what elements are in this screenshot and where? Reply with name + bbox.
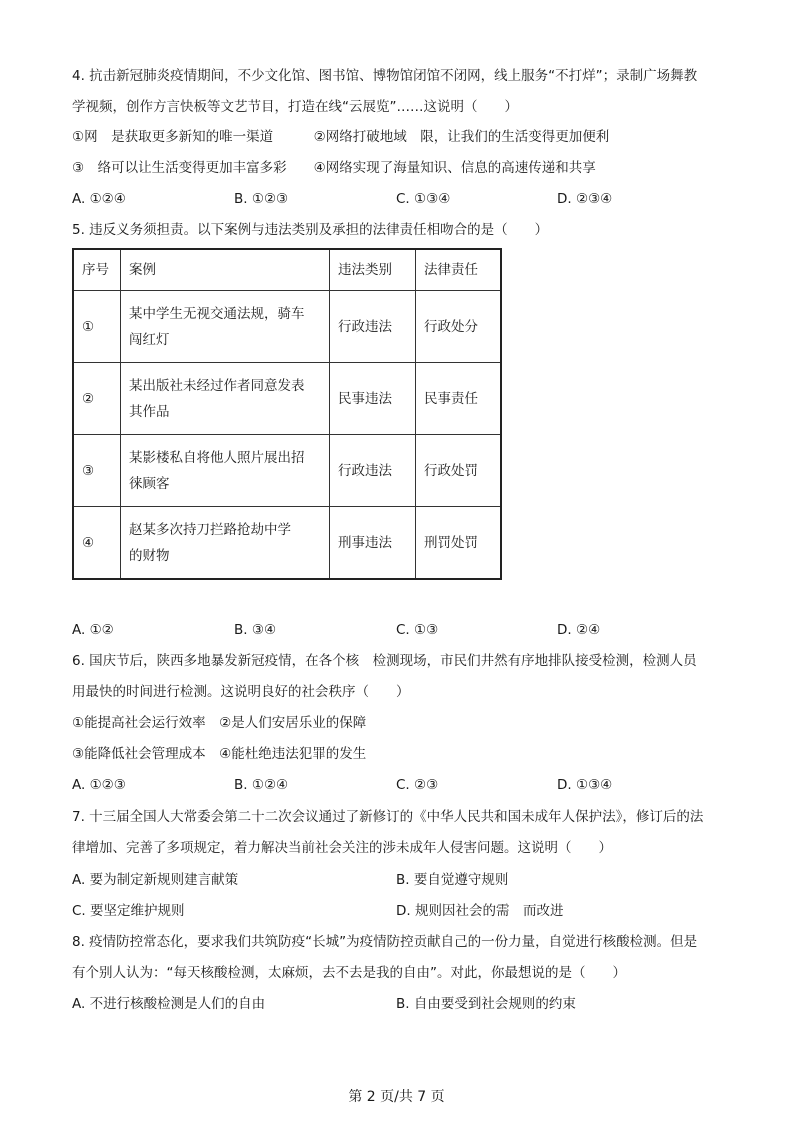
q7-stem-line2: 律增加、完善了多项规定，着力解决当前社会关注的涉未成年人侵害问题。这说明（ ） (72, 840, 612, 856)
header-case: 案例 (121, 249, 330, 291)
row-violation-type: 刑事违法 (330, 507, 416, 580)
header-violation-type: 违法类别 (330, 249, 416, 291)
table-header-row (73, 249, 501, 291)
row-legal-responsibility: 民事责任 (416, 363, 502, 435)
row-number: ② (73, 363, 121, 435)
case-text-line2: 徕顾客 (129, 475, 170, 492)
q7-option-a: A. 要为制定新规则建言献策 (72, 872, 239, 888)
q4-statement-1-2: ①网 是获取更多新知的唯一渠道 ②网络打破地域 限，让我们的生活变得更加便利 (72, 129, 610, 145)
q6-stem-line2: 用最快的时间进行检测。这说明良好的社会秩序（ ） (72, 684, 410, 700)
q5-stem: 5. 违反义务须担责。以下案例与违法类别及承担的法律责任相吻合的是（ ） (72, 222, 549, 238)
q6-statement-1-2: ①能提高社会运行效率 ②是人们安居乐业的保障 (72, 715, 367, 731)
q6-option-a: A. ①②③ (72, 777, 126, 793)
q6-statement-3-4: ③能降低社会管理成本 ④能杜绝违法犯罪的发生 (72, 746, 367, 762)
q5-option-a: A. ①② (72, 622, 114, 638)
q8-stem-line2: 有个别人认为：“每天核酸检测，太麻烦，去不去是我的自由”。对此，你最想说的是（ ） (72, 965, 626, 981)
row-violation-type: 行政违法 (330, 435, 416, 507)
case-text-line1: 某影楼私自将他人照片展出招 (129, 449, 305, 466)
row-case (121, 291, 330, 363)
case-table (72, 248, 502, 580)
q7-option-c: C. 要坚定维护规则 (72, 903, 185, 919)
row-number: ④ (73, 507, 121, 580)
q4-option-b: B. ①②③ (234, 191, 289, 207)
table-row (73, 507, 501, 580)
row-legal-responsibility: 刑罚处罚 (416, 507, 502, 580)
table-row (73, 435, 501, 507)
table-row (73, 291, 501, 363)
case-text-line2: 其作品 (129, 403, 170, 420)
row-legal-responsibility: 行政处分 (416, 291, 502, 363)
q5-option-b: B. ③④ (234, 622, 277, 638)
q8-option-b: B. 自由要受到社会规则的约束 (396, 996, 576, 1012)
header-no: 序号 (73, 249, 121, 291)
q7-option-b: B. 要自觉遵守规则 (396, 872, 509, 888)
row-violation-type: 行政违法 (330, 291, 416, 363)
row-case (121, 435, 330, 507)
header-legal-responsibility: 法律责任 (416, 249, 502, 291)
case-text-line2: 闯红灯 (129, 331, 170, 348)
case-text-line1: 赵某多次持刀拦路抢劫中学 (129, 521, 291, 538)
q6-option-c: C. ②③ (396, 777, 439, 793)
row-number: ③ (73, 435, 121, 507)
q5-option-d: D. ②④ (557, 622, 601, 638)
q6-option-b: B. ①②④ (234, 777, 289, 793)
case-text-line2: 的财物 (129, 547, 170, 564)
q4-option-d: D. ②③④ (557, 191, 613, 207)
row-violation-type: 民事违法 (330, 363, 416, 435)
row-number: ① (73, 291, 121, 363)
page-number: 第 2 页/共 7 页 (348, 1089, 445, 1105)
q8-option-a: A. 不进行核酸检测是人们的自由 (72, 996, 266, 1012)
q7-stem-line1: 7. 十三届全国人大常委会第二十二次会议通过了新修订的《中华人民共和国未成年人保护法》，修订后的法 (72, 809, 704, 825)
case-text-line1: 某出版社未经过作者同意发表 (129, 377, 305, 394)
q7-option-d: D. 规则因社会的需 而改进 (396, 903, 564, 919)
case-text-line1: 某中学生无视交通法规，骑车 (129, 305, 305, 322)
q6-option-d: D. ①③④ (557, 777, 613, 793)
table-row (73, 363, 501, 435)
q4-stem-line1: 4. 抗击新冠肺炎疫情期间，不少文化馆、图书馆、博物馆闭馆不闭网，线上服务“不打烊”；录制广场舞教 (72, 68, 698, 84)
row-case (121, 363, 330, 435)
q8-stem-line1: 8. 疫情防控常态化，要求我们共筑防疫“长城”为疫情防控贡献自己的一份力量，自觉进行核酸检测。但是 (72, 934, 698, 950)
q5-option-c: C. ①③ (396, 622, 439, 638)
q4-stem-line2: 学视频，创作方言快板等文艺节目，打造在线“云展览”……这说明（ ） (72, 99, 518, 115)
q4-option-c: C. ①③④ (396, 191, 451, 207)
q6-stem-line1: 6. 国庆节后，陕西多地暴发新冠疫情，在各个核 检测现场，市民们井然有序地排队接受检测，检测人员 (72, 653, 697, 669)
row-case (121, 507, 330, 580)
q4-option-a: A. ①②④ (72, 191, 126, 207)
row-legal-responsibility: 行政处罚 (416, 435, 502, 507)
q4-statement-3-4: ③ 络可以让生活变得更加丰富多彩 ④网络实现了海量知识、信息的高速传递和共享 (72, 160, 596, 176)
